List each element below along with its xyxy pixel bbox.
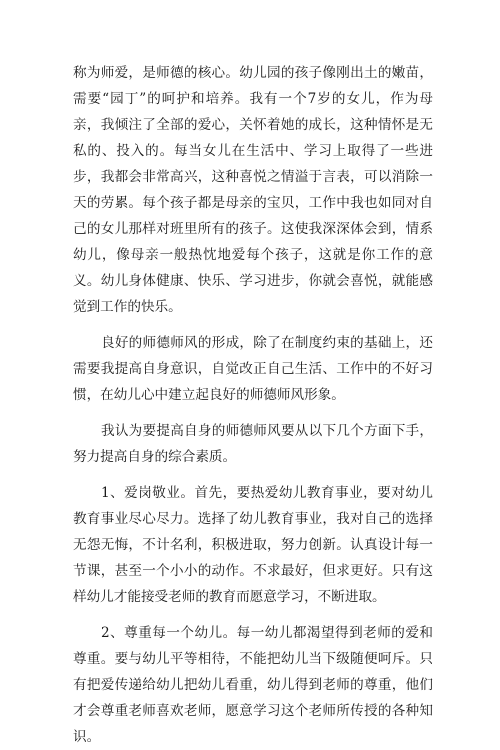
document-body (73, 60, 433, 750)
paragraph-4: 1、爱岗敬业。首先，要热爱幼儿教育事业，要对幼儿教育事业尽心尽力。选择了幼儿教育事业，我对自己的选择无怨无悔，不计名利，积极进取，努力创新。认真设计每一节课，甚至一个小小的动作。不求最好，但求更好。只有这样幼儿才能接受老师的教育而愿意学习，不断进取。 (73, 485, 433, 605)
paragraph-5: 2、尊重每一个幼儿。每一幼儿都渴望得到老师的爱和尊重。要与幼儿平等相待，不能把幼儿当下级随便呵斥。只有把爱传递给幼儿把幼儿看重，幼儿得到老师的尊重，他们才会尊重老师喜欢老师，愿意学习这个老师所传授的各种知识。 (73, 625, 433, 745)
paragraph-1: 称为师爱，是师德的核心。幼儿园的孩子像刚出土的嫩苗，需要“园丁”的呵护和培养。我有一个7岁的女儿，作为母亲，我倾注了全部的爱心，关怀着她的成长，这种情怀是无私的、投入的。每当女儿在生活中、学习上取得了一些进步，我都会非常高兴，这种喜悦之情溢于言表，可以消除一天的劳累。每个孩子都是母亲的宝贝，工作中我也如同对自己的女儿那样对班里所有的孩子。这使我深深体会到，情系幼儿，像母亲一般热忱地爱每个孩子，这就是你工作的意义。幼儿身体健康、快乐、学习进步，你就会喜悦，就能感觉到工作的快乐。 (73, 65, 433, 315)
paragraph-3: 我认为要提高自身的师德师风要从以下几个方面下手，努力提高自身的综合素质。 (73, 423, 433, 465)
paragraph-2: 良好的师德师风的形成，除了在制度约束的基础上，还需要我提高自身意识，自觉改正自己生活、工作中的不好习惯，在幼儿心中建立起良好的师德师风形象。 (73, 335, 433, 403)
